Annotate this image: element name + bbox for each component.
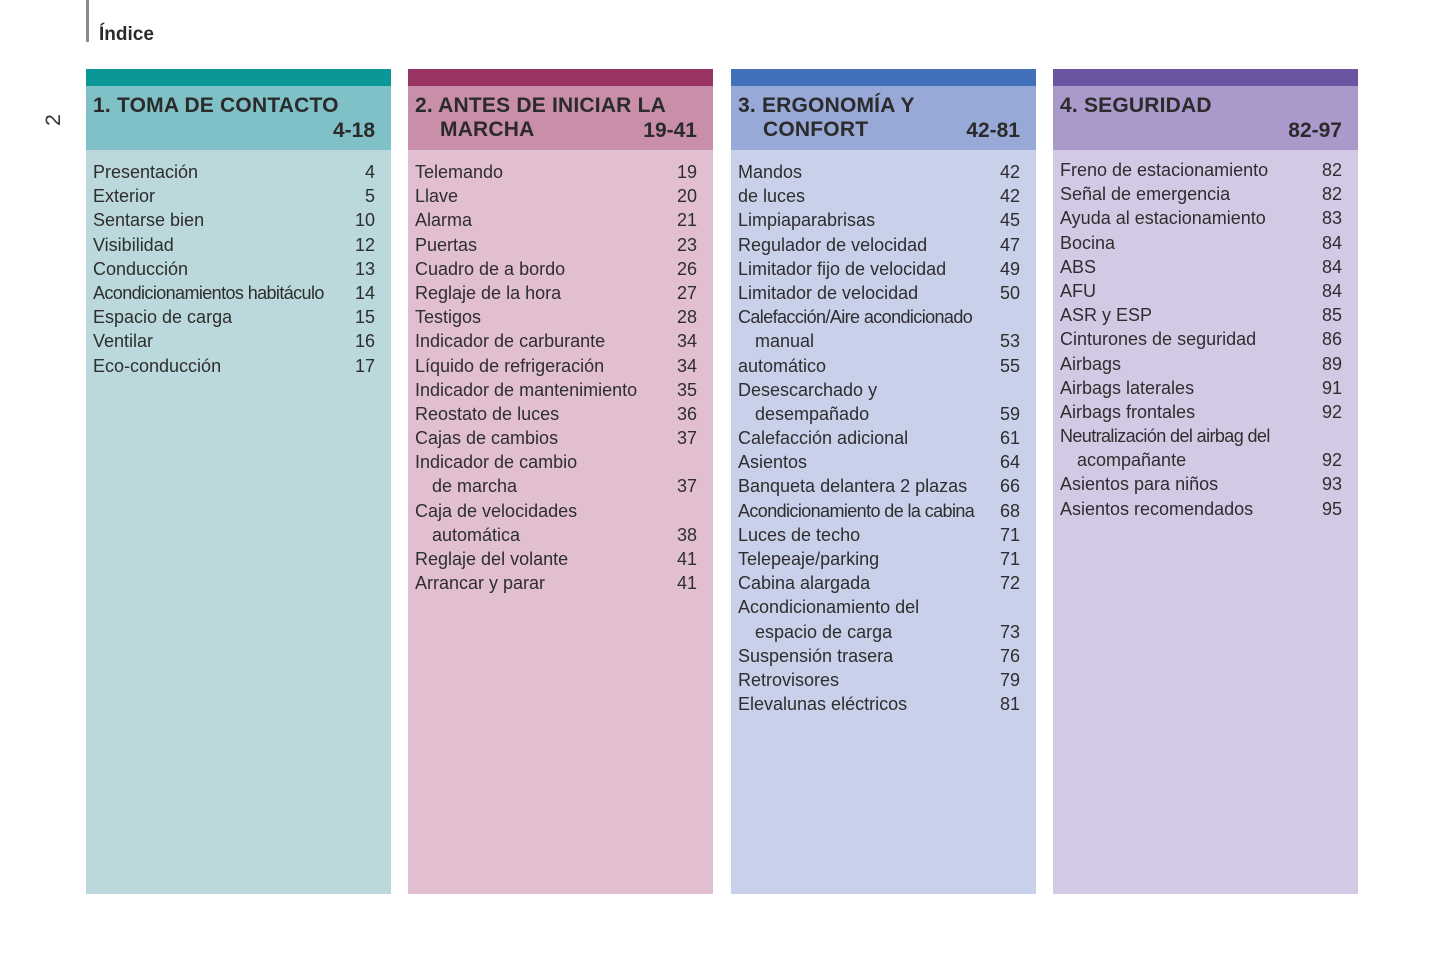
index-entry-label: Puertas (415, 234, 478, 255)
index-entry[interactable] (86, 184, 391, 208)
section-page-range: 4-18 (332, 119, 375, 142)
index-entry-page: 16 (354, 331, 375, 352)
index-entry[interactable] (86, 208, 391, 232)
index-entry-label: Acondicionamiento del (738, 597, 920, 618)
index-entry-label: Señal de emergencia (1060, 184, 1231, 205)
index-entry[interactable] (731, 644, 1036, 668)
index-entry-label: Ayuda al estacionamiento (1060, 208, 1266, 229)
section-antes-de-iniciar-la-marcha (408, 69, 713, 894)
index-entry[interactable] (1053, 255, 1358, 279)
section-title-line-1: 2. ANTES DE INICIAR LA (415, 94, 666, 117)
index-entry-page: 34 (676, 331, 697, 352)
index-entry[interactable] (1053, 472, 1358, 496)
index-entry-page: 82 (1321, 160, 1342, 180)
index-entry-label: Limitador de velocidad (738, 282, 919, 303)
section-color-bar (1053, 69, 1358, 86)
index-entry-label: Suspensión trasera (738, 645, 894, 666)
index-entry-page: 95 (1321, 498, 1342, 519)
index-entry[interactable] (731, 257, 1036, 281)
index-entry-page: 84 (1321, 280, 1342, 301)
index-entry-page: 34 (676, 355, 697, 376)
index-entry-page: 41 (676, 549, 697, 569)
index-entry[interactable] (86, 329, 391, 353)
index-entry-page: 93 (1321, 474, 1342, 495)
index-entry[interactable] (731, 620, 1036, 644)
index-entry-page: 42 (999, 186, 1020, 207)
index-entry-label: Eco-conducción (93, 355, 222, 376)
index-entry-label: Acondicionamientos habitáculo (93, 282, 324, 303)
index-entry-page: 86 (1321, 329, 1342, 350)
index-entry-label: ABS (1060, 256, 1097, 277)
index-entry-page: 23 (676, 234, 697, 255)
index-entry[interactable] (731, 305, 1036, 329)
index-entry-label: automático (738, 355, 827, 376)
index-entry-page: 26 (676, 258, 697, 279)
index-entry[interactable] (408, 208, 713, 232)
index-entry-page: 13 (354, 258, 375, 279)
index-entry[interactable] (731, 595, 1036, 619)
index-entry-page: 92 (1321, 450, 1342, 471)
index-entry-page: 53 (999, 331, 1020, 352)
index-entry-page: 28 (676, 307, 697, 328)
index-entry[interactable] (86, 281, 391, 305)
index-entry[interactable] (408, 547, 713, 571)
index-entry[interactable] (1053, 448, 1358, 472)
page-number: 2 (42, 114, 65, 126)
index-entry-label: Alarma (415, 210, 473, 231)
index-entry-page: 84 (1321, 232, 1342, 253)
index-entry-page: 37 (676, 428, 697, 449)
index-entry-page: 50 (999, 282, 1020, 303)
index-entry[interactable] (408, 354, 713, 378)
section-color-bar (86, 69, 391, 86)
index-entry-page: 71 (999, 549, 1020, 569)
index-entry-label: Reglaje del volante (415, 549, 569, 569)
index-entry-label: Presentación (93, 162, 199, 182)
index-entry-label: Bocina (1060, 232, 1116, 253)
index-entry-page: 76 (999, 645, 1020, 666)
index-entry-label: Acondicionamiento de la cabina (738, 500, 975, 521)
index-entry-label: Cinturones de seguridad (1060, 329, 1257, 350)
page-title: Índice (99, 24, 154, 45)
index-entry-label: Regulador de velocidad (738, 234, 928, 255)
index-entry[interactable] (731, 547, 1036, 571)
index-entry-label: Visibilidad (93, 234, 174, 255)
index-entry-page: 4 (364, 162, 375, 182)
index-entry-page: 27 (676, 282, 697, 303)
section-title-line-1: 3. ERGONOMÍA Y (738, 94, 915, 117)
index-entry-label: de marcha (432, 476, 518, 497)
section-title (1060, 94, 1342, 118)
index-entry-page: 66 (999, 476, 1020, 497)
index-entry[interactable] (731, 523, 1036, 547)
section-title-line-1: 1. TOMA DE CONTACTO (93, 94, 339, 117)
index-entry-page: 92 (1321, 401, 1342, 422)
index-entry-page: 21 (676, 210, 697, 231)
index-entry-label: Cuadro de a bordo (415, 258, 566, 279)
index-entry-label: Mandos (738, 162, 803, 182)
index-entry-label: Indicador de mantenimiento (415, 379, 638, 400)
index-entry-page: 15 (354, 307, 375, 328)
index-entry-label: Retrovisores (738, 669, 840, 690)
index-entry-label: espacio de carga (755, 621, 893, 642)
index-entry[interactable] (731, 160, 1036, 184)
index-entry-label: Asientos (738, 452, 808, 473)
index-entry-label: desempañado (755, 403, 870, 424)
index-entry[interactable] (731, 233, 1036, 257)
index-entry-page: 89 (1321, 353, 1342, 374)
index-entry[interactable] (86, 305, 391, 329)
index-entry[interactable] (408, 499, 713, 523)
index-entry-label: Cajas de cambios (415, 428, 559, 449)
index-entry-page: 42 (999, 162, 1020, 182)
index-entry[interactable] (731, 184, 1036, 208)
index-entry[interactable] (1053, 352, 1358, 376)
section-entries (408, 150, 713, 894)
index-entry[interactable] (86, 233, 391, 257)
index-entry[interactable] (731, 499, 1036, 523)
index-entry-page: 79 (999, 669, 1020, 690)
index-entry[interactable] (408, 233, 713, 257)
index-entry-page: 84 (1321, 256, 1342, 277)
index-entry-page: 14 (354, 282, 375, 303)
index-entry-label: Caja de velocidades (415, 500, 578, 521)
index-entry-label: Conducción (93, 258, 189, 279)
index-entry-page: 35 (676, 379, 697, 400)
index-entry-page: 81 (999, 694, 1020, 715)
index-entry-label: Reglaje de la hora (415, 282, 562, 303)
section-entries (1053, 150, 1358, 894)
index-entry-page: 45 (999, 210, 1020, 231)
index-entry[interactable] (1053, 231, 1358, 255)
index-entry-label: Telepeaje/parking (738, 549, 880, 569)
index-entry-label: acompañante (1077, 450, 1187, 471)
index-entry-page: 72 (999, 573, 1020, 594)
section-title-line-2: CONFORT (763, 118, 869, 141)
index-entry[interactable] (408, 305, 713, 329)
index-entry-label: Airbags laterales (1060, 377, 1195, 398)
index-entry-page: 12 (354, 234, 375, 255)
index-entry-page: 10 (354, 210, 375, 231)
index-entry[interactable] (408, 329, 713, 353)
index-entry-label: Cabina alargada (738, 573, 871, 594)
index-entry-page: 17 (354, 355, 375, 376)
section-title-line-1: 4. SEGURIDAD (1060, 94, 1212, 117)
index-entry-label: Neutralización del airbag del (1060, 426, 1270, 447)
section-entries (731, 150, 1036, 894)
index-entry-label: Arrancar y parar (415, 573, 546, 594)
header-rule (86, 0, 89, 42)
index-entry-label: Limpiaparabrisas (738, 210, 876, 231)
index-entry-label: Sentarse bien (93, 210, 205, 231)
index-entry-label: ASR y ESP (1060, 305, 1153, 326)
index-entry[interactable] (408, 160, 713, 184)
index-entry-label: Calefacción adicional (738, 428, 909, 449)
index-entry[interactable] (731, 426, 1036, 450)
section-seguridad (1053, 69, 1358, 894)
section-header[interactable] (86, 86, 391, 150)
section-color-bar (731, 69, 1036, 86)
index-entry-label: Elevalunas eléctricos (738, 694, 908, 715)
index-entry[interactable] (731, 402, 1036, 426)
index-entry-page: 38 (676, 524, 697, 545)
index-entry[interactable] (408, 184, 713, 208)
index-entry-label: Indicador de cambio (415, 452, 578, 473)
index-entry-label: Ventilar (93, 331, 154, 352)
index-entry-label: Limitador fijo de velocidad (738, 258, 947, 279)
index-entry-label: automática (432, 524, 521, 545)
index-entry-label: Calefacción/Aire acondicionado (738, 307, 973, 328)
index-entry-page: 64 (999, 452, 1020, 473)
index-entry-label: Freno de estacionamiento (1060, 160, 1269, 180)
index-entry-page: 49 (999, 258, 1020, 279)
index-entry[interactable] (408, 402, 713, 426)
index-entry-label: Telemando (415, 162, 504, 182)
index-entry[interactable] (408, 450, 713, 474)
index-entry-label: Airbags (1060, 353, 1122, 374)
index-entry[interactable] (1053, 424, 1358, 448)
index-entry[interactable] (1053, 400, 1358, 424)
index-entry[interactable] (731, 329, 1036, 353)
index-entry-page: 91 (1321, 377, 1342, 398)
index-entry[interactable] (86, 354, 391, 378)
index-entry[interactable] (86, 257, 391, 281)
index-entry-label: de luces (738, 186, 806, 207)
section-page-range: 82-97 (1288, 119, 1342, 142)
index-entry-label: Llave (415, 186, 459, 207)
index-entry-page: 73 (999, 621, 1020, 642)
index-entry-label: manual (755, 331, 815, 352)
index-entry[interactable] (731, 354, 1036, 378)
index-entry-page: 68 (999, 500, 1020, 521)
index-entry[interactable] (408, 426, 713, 450)
index-entry[interactable] (731, 450, 1036, 474)
index-entry[interactable] (1053, 497, 1358, 521)
index-entry-label: Indicador de carburante (415, 331, 606, 352)
section-color-bar (408, 69, 713, 86)
section-entries (86, 150, 391, 894)
index-entry[interactable] (408, 571, 713, 595)
index-entry-label: Testigos (415, 307, 482, 328)
index-entry-label: AFU (1060, 280, 1096, 301)
index-entry[interactable] (731, 571, 1036, 595)
index-entry[interactable] (1053, 303, 1358, 327)
index-entry[interactable] (408, 474, 713, 498)
index-entry-page: 19 (676, 162, 697, 182)
index-entry-page: 41 (676, 573, 697, 594)
section-page-range: 42-81 (966, 119, 1020, 142)
section-header[interactable] (731, 86, 1036, 150)
index-entry[interactable] (731, 378, 1036, 402)
index-entry[interactable] (731, 692, 1036, 716)
index-entry-page: 47 (999, 234, 1020, 255)
index-entry-page: 55 (999, 355, 1020, 376)
index-entry-label: Líquido de refrigeración (415, 355, 605, 376)
index-entry[interactable] (1053, 182, 1358, 206)
section-ergonomia-y-confort (731, 69, 1036, 894)
index-entry-label: Espacio de carga (93, 307, 233, 328)
index-entry-page: 83 (1321, 208, 1342, 229)
index-entry-label: Asientos recomendados (1060, 498, 1254, 519)
index-entry-page: 37 (676, 476, 697, 497)
index-entry-label: Airbags frontales (1060, 401, 1196, 422)
index-entry-label: Banqueta delantera 2 plazas (738, 476, 968, 497)
index-entry[interactable] (731, 474, 1036, 498)
index-entry-label: Reostato de luces (415, 403, 560, 424)
index-entry[interactable] (1053, 327, 1358, 351)
index-entry[interactable] (408, 378, 713, 402)
index-entry[interactable] (86, 160, 391, 184)
index-entry[interactable] (1053, 376, 1358, 400)
section-header[interactable] (1053, 86, 1358, 150)
index-entry-page: 59 (999, 403, 1020, 424)
index-entry-label: Exterior (93, 186, 156, 207)
section-title-line-2: MARCHA (440, 118, 535, 141)
index-entry[interactable] (1053, 206, 1358, 230)
index-entry-label: Luces de techo (738, 524, 861, 545)
index-entry-page: 36 (676, 403, 697, 424)
index-entry-page: 82 (1321, 184, 1342, 205)
index-entry-page: 5 (364, 186, 375, 207)
index-entry[interactable] (731, 668, 1036, 692)
section-page-range: 19-41 (643, 119, 697, 142)
index-entry-label: Desescarchado y (738, 379, 878, 400)
index-entry[interactable] (731, 281, 1036, 305)
index-entry-page: 85 (1321, 305, 1342, 326)
index-entry[interactable] (1053, 158, 1358, 182)
section-header[interactable] (408, 86, 713, 150)
index-entry[interactable] (408, 257, 713, 281)
index-entry[interactable] (408, 281, 713, 305)
index-entry[interactable] (1053, 279, 1358, 303)
index-entry-page: 71 (999, 524, 1020, 545)
index-entry[interactable] (408, 523, 713, 547)
index-entry-page: 20 (676, 186, 697, 207)
section-toma-de-contacto (86, 69, 391, 894)
index-entry[interactable] (731, 208, 1036, 232)
index-entry-page: 61 (999, 428, 1020, 449)
section-title (93, 94, 375, 118)
index-entry-label: Asientos para niños (1060, 474, 1219, 495)
